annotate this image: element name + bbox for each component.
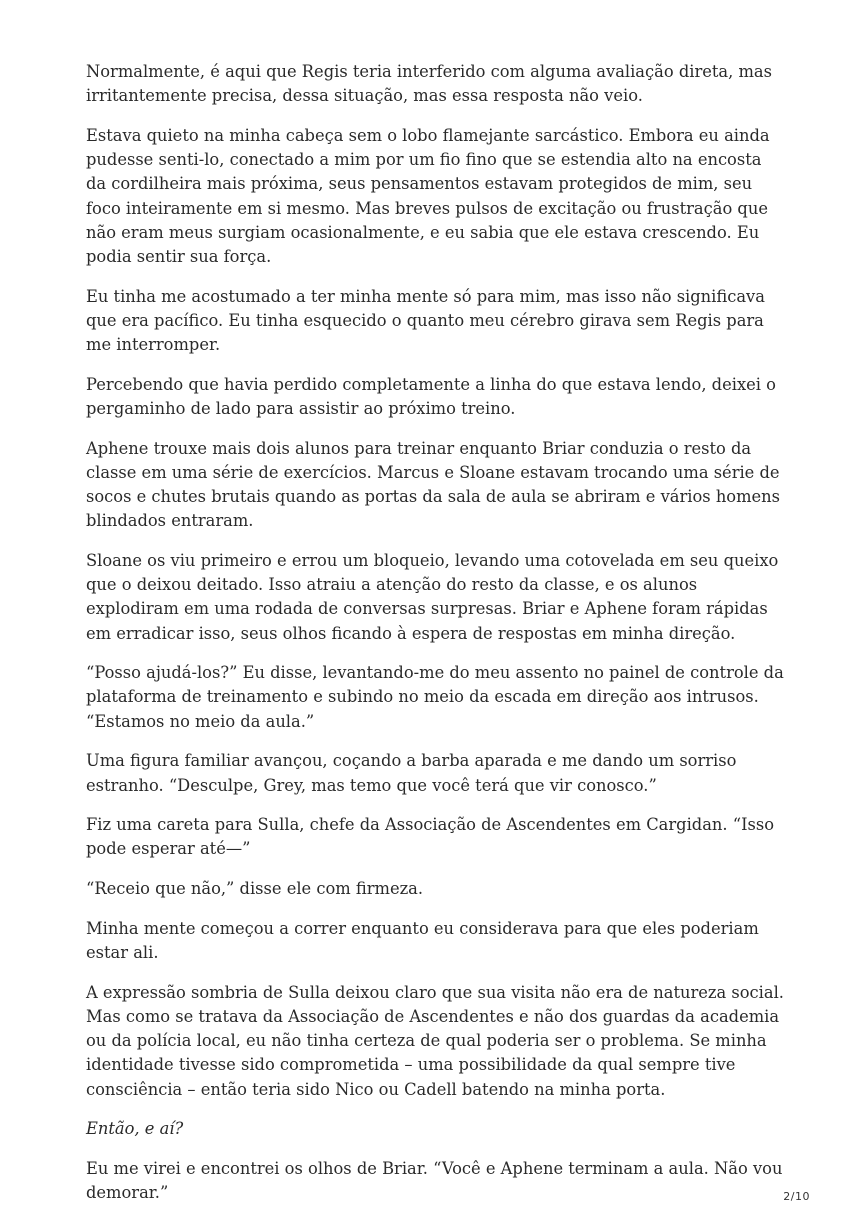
paragraph-2: Estava quieto na minha cabeça sem o lobo flamejante sarcástico. Embora eu ainda pudesse senti-lo, conectado a mim por um fio fino que se estendia alto na encosta da cordilheira mais próxima, seus pensamentos estavam protegidos de mim, seu foco inteiramente em si mesmo. Mas breves pulsos de excitação ou frustração que não eram meus surgiam ocasionalmente, e eu sabia que ele estava crescendo. Eu podia sentir sua força. <box>86 125 770 266</box>
paragraph-4: Percebendo que havia perdido completamente a linha do que estava lendo, deixei o pergaminho de lado para assistir ao próximo treino. <box>86 374 776 418</box>
paragraph-12: A expressão sombria de Sulla deixou claro que sua visita não era de natureza social. Mas como se tratava da Associação de Ascendentes e não dos guardas da academia ou da polícia local, eu não tinha certeza de qual poderia ser o problema. Se minha identidade tivesse sido comprometida – uma possibilidade da qual sempre tive consciência – então teria sido Nico ou Cadell batendo na minha porta. <box>86 982 784 1099</box>
document-body <box>86 60 786 1221</box>
paragraph-10: “Receio que não,” disse ele com firmeza. <box>86 879 424 899</box>
paragraph-13-italic-thought: Então, e aí? <box>86 1119 184 1139</box>
paragraph-6: Sloane os viu primeiro e errou um bloqueio, levando uma cotovelada em seu queixo que o deixou deitado. Isso atraiu a atenção do resto da classe, e os alunos explodiram em uma rodada de conversas surpresas. Briar e Aphene foram rápidas em erradicar isso, seus olhos ficando à espera de respostas em minha direção. <box>86 550 779 643</box>
paragraph-3: Eu tinha me acostumado a ter minha mente só para mim, mas isso não significava que era pacífico. Eu tinha esquecido o quanto meu cérebro girava sem Regis para me interromper. <box>86 286 765 355</box>
paragraph-14: Eu me virei e encontrei os olhos de Briar. “Você e Aphene terminam a aula. Não vou demorar.” <box>86 1159 783 1203</box>
paragraph-5: Aphene trouxe mais dois alunos para treinar enquanto Briar conduzia o resto da classe em uma série de exercícios. Marcus e Sloane estavam trocando uma série de socos e chutes brutais quando as portas da sala de aula se abriram e vários homens blindados entraram. <box>86 438 781 531</box>
page-number: 2/10 <box>783 1190 810 1203</box>
paragraph-7: “Posso ajudá-los?” Eu disse, levantando-me do meu assento no painel de controle da plataforma de treinamento e subindo no meio da escada em direção aos intrusos. “Estamos no meio da aula.” <box>86 663 784 731</box>
paragraph-8: Uma figura familiar avançou, coçando a barba aparada e me dando um sorriso estranho. “Desculpe, Grey, mas temo que você terá que vir conosco.” <box>86 751 737 795</box>
paragraph-11: Minha mente começou a correr enquanto eu considerava para que eles poderiam estar ali. <box>86 918 759 963</box>
paragraph-1: Normalmente, é aqui que Regis teria interferido com alguma avaliação direta, mas irritantemente precisa, dessa situação, mas essa resposta não veio. <box>86 62 772 106</box>
paragraph-9: Fiz uma careta para Sulla, chefe da Associação de Ascendentes em Cargidan. “Isso pode esperar até—” <box>86 815 775 859</box>
